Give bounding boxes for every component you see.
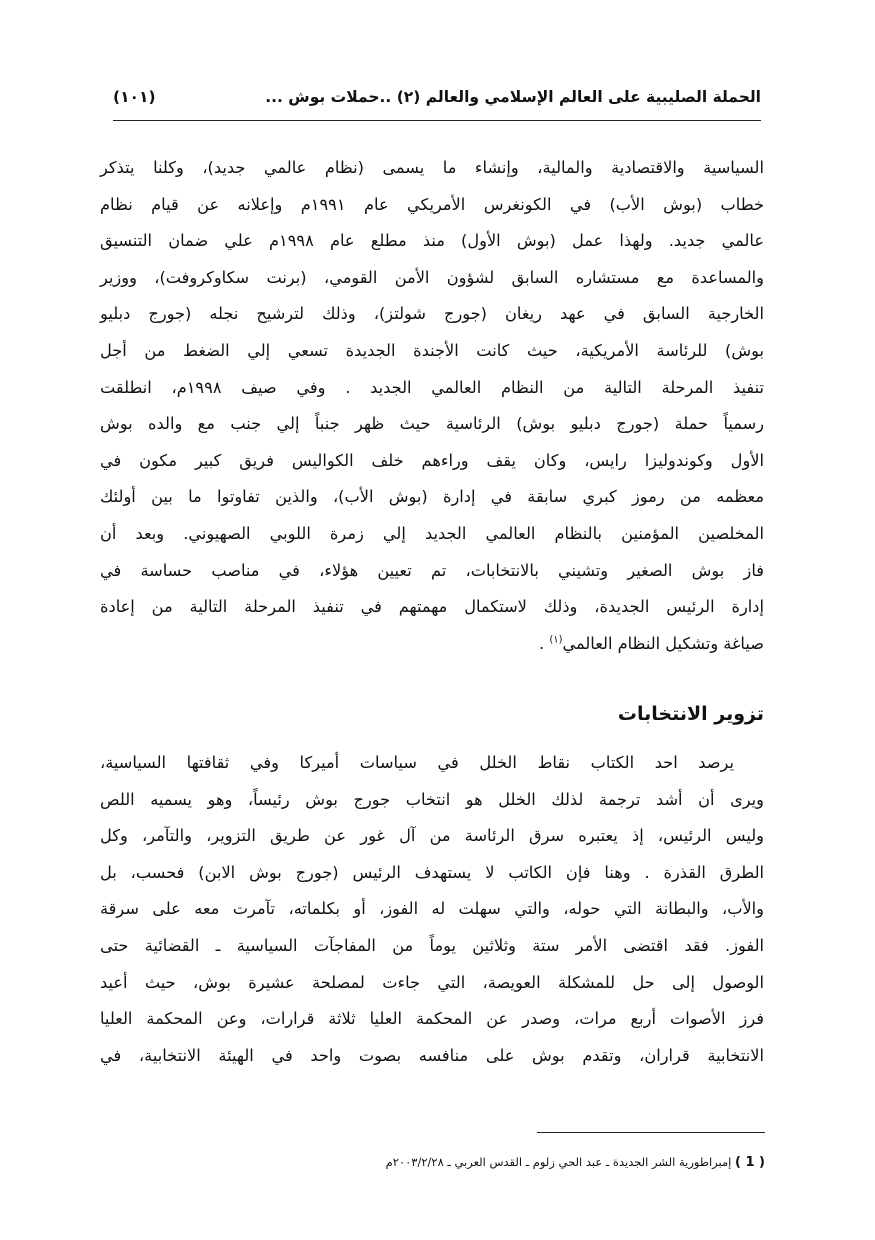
paragraph-line: الوصول إلى حل للمشكلة العويصة، التي جاءت لمصلحة عشيرة بوش، حيث أعيد — [100, 972, 764, 992]
section-heading: تزوير الانتخابات — [617, 703, 764, 725]
paragraph-line: خطاب (بوش الأب) في الكونغرس الأمريكي عام ١٩٩١م وإعلانه عن قيام نظام — [100, 194, 764, 214]
paragraph-line: فاز بوش الصغير وتشيني بالانتخابات، تم تعيين هؤلاء، في مناصب حساسة في — [100, 560, 764, 580]
paragraph-line: وليس الرئيس، إذ يعتبره سرق الرئاسة من آل غور عن طريق التزوير، والتآمر، وكل — [100, 826, 764, 846]
paragraph-line: يرصد احد الكتاب نقاط الخلل في سياسات أميركا وفي ثقافتها السياسية، — [100, 753, 734, 772]
paragraph-line: والمساعدة مع مستشاره السابق لشؤون الأمن القومي، (برنت سكاوكروفت)، ووزير — [100, 267, 764, 287]
paragraph-line: المخلصين المؤمنين بالنظام العالمي الجديد إلي زمرة اللوبي الصهيوني. وبعد أن — [100, 523, 764, 543]
footnote — [386, 1155, 765, 1170]
paragraph-line: ويرى أن أشد ترجمة لذلك الخلل هو انتخاب جورج بوش رئيساً، وهو يسميه اللص — [100, 789, 764, 809]
paragraph-line: والأب، والبطانة التي حوله، والتي سهلت له الفوز، أو بكلماته، تآمرت معه على سرقة — [100, 899, 764, 919]
last-line-end: . — [539, 633, 550, 653]
paragraph-line: بوش) للرئاسة الأمريكية، حيث كانت الأجندة الجديدة تسعي إلي الضغط من أجل — [100, 340, 764, 360]
paragraph-2 — [100, 745, 764, 1074]
paragraph-line: عالمي جديد. ولهذا عمل (بوش الأول) منذ مطلع عام ١٩٩٨م علي ضمان التنسيق — [100, 231, 764, 251]
last-line-text: صياغة وتشكيل النظام العالمي — [562, 633, 764, 653]
header-title: الحملة الصليبية على العالم الإسلامي والعالم (٢) ..حملات بوش ... — [265, 88, 761, 106]
paragraph-line: الانتخابية قراران، وتقدم بوش على منافسه بصوت واحد في الهيئة الانتخابية، في — [100, 1045, 764, 1065]
footnote-number: ( 1 ) — [735, 1155, 765, 1170]
paragraph-last-line — [100, 626, 764, 663]
paragraph-line: إدارة الرئيس الجديدة، وذلك لاستكمال مهمتهم في تنفيذ المرحلة التالية من إعادة — [100, 597, 764, 617]
paragraph-1 — [100, 150, 764, 662]
paragraph-line: فرز الأصوات أربع مرات، وصدر عن المحكمة العليا ثلاثة قرارات، وعن المحكمة العليا — [100, 1009, 764, 1029]
footnote-divider — [537, 1132, 765, 1133]
paragraph-line: معظمه من رموز كبري سابقة في إدارة (بوش الأب)، والذين تفاوتوا ما بين أولئك — [100, 487, 764, 507]
paragraph-line: تنفيذ المرحلة التالية من النظام العالمي الجديد . وفي صيف ١٩٩٨م، انطلقت — [100, 377, 764, 397]
paragraph-line: السياسية والاقتصادية والمالية، وإنشاء ما يسمى (نظام عالمي جديد)، وكلنا يتذكر — [100, 158, 764, 177]
paragraph-line: الفوز. فقد اقتضى الأمر ستة وثلاثين يوماً من المفاجآت السياسية ـ القضائية حتى — [100, 935, 764, 955]
footnote-reference[interactable]: (١) — [549, 634, 563, 646]
running-header — [113, 86, 761, 121]
paragraph-line: الطرق القذرة . وهنا فإن الكاتب لا يستهدف الرئيس (جورج بوش الابن) فحسب، بل — [100, 862, 764, 882]
paragraph-line: الخارجية السابق في عهد ريغان (جورج شولتز)، وذلك لترشيح نجله (جورج دبليو — [100, 304, 764, 324]
page-number: (١٠١) — [113, 88, 156, 106]
paragraph-line: رسمياً حملة (جورج دبليو بوش) الرئاسية حيث ظهر جنباً إلي جنب مع والده بوش — [100, 414, 764, 434]
paragraph-line: الأول وكوندوليزا رايس، وكان يقف وراءهم خلف الكواليس فريق كبير مكون في — [100, 450, 764, 470]
footnote-text: إمبراطورية الشر الجديدة ـ عبد الحي زلوم ـ القدس العربي ـ ٢٠٠٣/٢/٢٨م — [385, 1155, 732, 1169]
